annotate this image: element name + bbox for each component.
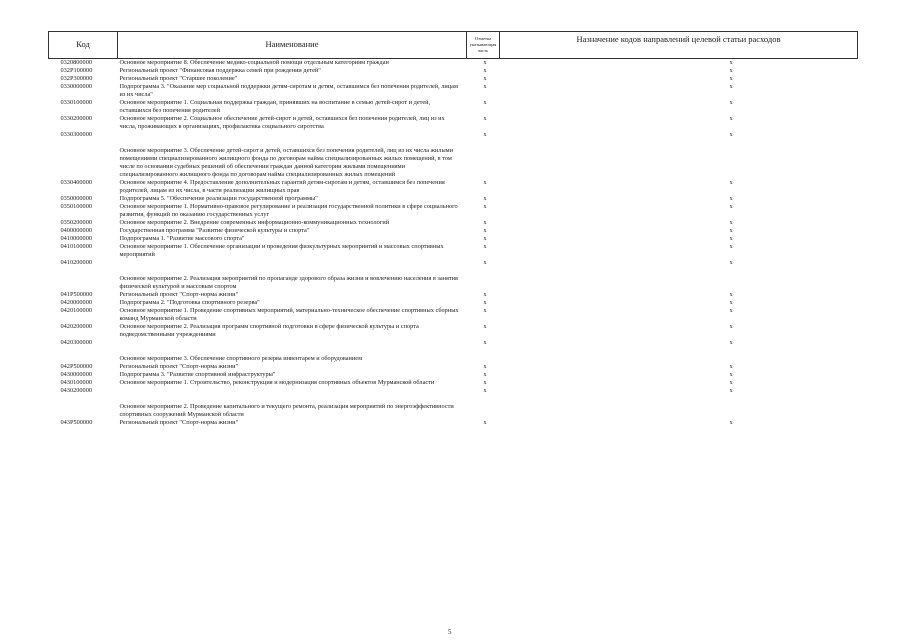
code-cell: 0430100000: [60, 379, 92, 386]
table-row: [49, 179, 858, 195]
table-row: [49, 379, 858, 387]
table-row: [49, 83, 858, 99]
purpose-cell: x: [729, 131, 733, 138]
mark-cell: [467, 403, 500, 419]
table-row: [49, 99, 858, 115]
mark-cell: x: [483, 419, 487, 426]
purpose-cell: x: [729, 203, 733, 210]
purpose-cell: x: [729, 75, 733, 82]
page-number: 5: [448, 628, 452, 636]
code-cell: 032P100000: [60, 67, 93, 74]
code-cell: 032P300000: [60, 75, 93, 82]
purpose-cell: x: [729, 243, 733, 250]
mark-cell: [467, 355, 500, 363]
code-cell: 0430000000: [60, 371, 92, 378]
code-cell: 0320800000: [60, 59, 92, 66]
table-row: [49, 147, 858, 179]
purpose-cell: x: [729, 179, 733, 186]
purpose-cell: x: [729, 259, 733, 266]
mark-cell: x: [483, 179, 487, 186]
table-body: [49, 59, 858, 428]
name-cell: [118, 339, 467, 355]
code-cell: [49, 147, 118, 179]
purpose-cell: x: [729, 339, 733, 346]
purpose-cell: [500, 403, 858, 419]
code-cell: 0410000000: [60, 235, 92, 242]
table-row: [49, 363, 858, 371]
mark-cell: x: [483, 131, 487, 138]
name-cell: Региональный проект "Старшее поколение": [119, 75, 238, 82]
name-cell: Основное мероприятие 1. Социальная поддержка граждан, принявших на воспитание в семью детей-сирот и детей, оставшихся без попечения родителей: [119, 99, 431, 114]
mark-cell: x: [483, 83, 487, 90]
code-cell: 042P500000: [60, 363, 93, 370]
mark-cell: x: [483, 75, 487, 82]
table-row: [49, 59, 858, 68]
table-row: [49, 259, 858, 275]
mark-cell: x: [483, 227, 487, 234]
code-column-header: Код: [49, 32, 118, 59]
name-cell: Региональный проект "Спорт-норма жизни": [119, 291, 239, 298]
mark-cell: x: [483, 203, 487, 210]
purpose-cell: x: [729, 235, 733, 242]
name-cell: [118, 387, 467, 403]
purpose-column-header: Назначение кодов направлений целевой статьи расходов: [500, 32, 858, 59]
table-row: [49, 299, 858, 307]
name-cell: Основное мероприятие 2. Реализация мероприятий по пропаганде здорового образа жизни и вовлечению населения в занятия физической культурой и массовым спортом: [119, 275, 458, 290]
mark-cell: x: [483, 115, 487, 122]
name-cell: Основное мероприятие 2. Внедрение современных информационно-коммуникационных технологий: [119, 219, 390, 226]
mark-cell: x: [483, 339, 487, 346]
mark-cell: x: [483, 291, 487, 298]
table-row: [49, 307, 858, 323]
code-cell: 043P500000: [60, 419, 93, 426]
code-cell: 0420000000: [60, 299, 92, 306]
mark-cell: x: [483, 371, 487, 378]
name-cell: Основное мероприятие 3. Обеспечение детей-сирот и детей, оставшихся без попечения родителей, лиц из их числа жилыми помещениями специализированного жилищного фонда по договорам найма специализированных жилых помещений, в том числе по основании судебных решений об обеспечении граждан данной категории жилыми помещениями специализированного жилищного фонда по договорам найма специализированных жилых помещений: [119, 147, 454, 178]
table-row: [49, 243, 858, 259]
mark-cell: x: [483, 259, 487, 266]
mark-cell: x: [483, 379, 487, 386]
mark-cell: x: [483, 307, 487, 314]
purpose-cell: x: [729, 419, 733, 426]
code-cell: 0430200000: [60, 387, 92, 394]
table-row: [49, 115, 858, 131]
purpose-cell: x: [729, 379, 733, 386]
name-cell: Основное мероприятие 8. Обеспечение медико-социальной помощи отдельным категориям граждан: [119, 59, 389, 66]
table-row: [49, 371, 858, 379]
code-cell: 0330000000: [60, 83, 92, 90]
mark-cell: x: [483, 363, 487, 370]
mark-cell: x: [483, 67, 487, 74]
name-cell: Подпрограмма 5. "Обеспечение реализации государственной программы": [119, 195, 318, 202]
mark-cell: [467, 275, 500, 291]
code-cell: [49, 355, 118, 363]
table-row: [49, 131, 858, 147]
table-row: [49, 67, 858, 75]
name-cell: Основное мероприятие 1. Нормативно-правовое регулирование и реализация государственной политики в сфере социального развития, функций по оказанию государственных услуг: [119, 203, 458, 218]
code-cell: 0410100000: [60, 243, 92, 250]
code-cell: 0330100000: [60, 99, 92, 106]
table-row: [49, 275, 858, 291]
name-cell: [118, 131, 467, 147]
purpose-cell: x: [729, 371, 733, 378]
purpose-cell: [500, 147, 858, 179]
name-cell: Основное мероприятие 2. Реализация программ спортивной подготовки в сфере физической культуры и спорта подведомственными учреждениями: [119, 323, 419, 338]
purpose-cell: x: [729, 67, 733, 74]
table-row: [49, 403, 858, 419]
table-row: [49, 291, 858, 299]
code-cell: [49, 275, 118, 291]
table-row: [49, 203, 858, 219]
purpose-cell: x: [729, 387, 733, 394]
code-cell: 0410200000: [60, 259, 92, 266]
name-cell: Основное мероприятие 4. Предоставление дополнительных гарантий детям-сиротам и детям, оставшимся без попечения родителей, лицам из их числа, в части реализации жилищных прав: [119, 179, 445, 194]
mark-cell: x: [483, 59, 487, 66]
purpose-cell: x: [729, 219, 733, 226]
table-row: [49, 387, 858, 403]
purpose-cell: [500, 275, 858, 291]
mark-cell: x: [483, 235, 487, 242]
table-row: [49, 195, 858, 203]
purpose-cell: x: [729, 59, 733, 66]
purpose-cell: x: [729, 99, 733, 106]
mark-column-header: Отметка указывающая часть: [467, 32, 500, 59]
code-cell: 0330300000: [60, 131, 92, 138]
code-cell: 0420100000: [60, 307, 92, 314]
purpose-cell: x: [729, 195, 733, 202]
name-cell: Подпрограмма 1. "Развитие массового спорта": [119, 235, 245, 242]
mark-cell: x: [483, 299, 487, 306]
name-cell: Подпрограмма 3. "Развитие спортивной инфраструктуры": [119, 371, 276, 378]
mark-cell: x: [483, 243, 487, 250]
code-cell: 0350200000: [60, 219, 92, 226]
name-cell: Подпрограмма 3. "Оказание мер социальной поддержки детям-сиротам и детям, оставшимся без попечения родителей, лицам из их числа": [119, 83, 458, 98]
table-header-row: [49, 32, 858, 59]
name-cell: Государственная программа "Развитие физической культуры и спорта": [119, 227, 310, 234]
mark-cell: x: [483, 323, 487, 330]
name-column-header: Наименование: [118, 32, 467, 59]
purpose-cell: x: [729, 307, 733, 314]
name-cell: Основное мероприятие 1. Строительство, реконструкция и модернизация спортивных объектов Мурманской области: [119, 379, 435, 386]
code-cell: 0400000000: [60, 227, 92, 234]
mark-cell: x: [483, 195, 487, 202]
table-row: [49, 219, 858, 227]
purpose-cell: x: [729, 323, 733, 330]
table-row: [49, 419, 858, 427]
table-row: [49, 339, 858, 355]
mark-cell: x: [483, 387, 487, 394]
table-row: [49, 355, 858, 363]
table-row: [49, 323, 858, 339]
name-cell: [118, 259, 467, 275]
purpose-cell: x: [729, 227, 733, 234]
purpose-cell: x: [729, 83, 733, 90]
purpose-cell: x: [729, 115, 733, 122]
purpose-cell: x: [729, 291, 733, 298]
code-cell: 0420200000: [60, 323, 92, 330]
purpose-cell: [500, 355, 858, 363]
table-row: [49, 227, 858, 235]
mark-cell: x: [483, 219, 487, 226]
name-cell: Региональный проект "Спорт-норма жизни": [119, 419, 239, 426]
code-cell: 0350000000: [60, 195, 92, 202]
name-cell: Основное мероприятие 1. Обеспечение организации и проведения физкультурных мероприятий и массовых спортивных мероприятий: [119, 243, 444, 258]
purpose-cell: x: [729, 363, 733, 370]
name-cell: Основное мероприятие 1. Проведение спортивных мероприятий, материально-техническое обеспечение спортивных сборных команд Мурманской области: [119, 307, 459, 322]
mark-cell: x: [483, 99, 487, 106]
code-cell: 041P500000: [60, 291, 93, 298]
name-cell: Региональный проект "Финансовая поддержка семей при рождении детей": [119, 67, 321, 74]
code-cell: 0350100000: [60, 203, 92, 210]
table-row: [49, 235, 858, 243]
code-cell: 0330200000: [60, 115, 92, 122]
code-cell: 0420300000: [60, 339, 92, 346]
code-cell: [49, 403, 118, 419]
name-cell: Подпрограмма 2. "Подготовка спортивного резерва": [119, 299, 260, 306]
table-row: [49, 75, 858, 83]
name-cell: Основное мероприятие 2. Социальное обеспечение детей-сирот и детей, оставшихся без попечения родителей, лиц из их числа, проживающих в организациях, профилактика социального сиротства: [119, 115, 445, 130]
name-cell: Основное мероприятие 3. Обеспечение спортивного резерва инвентарем и оборудованием: [119, 355, 363, 362]
name-cell: Основное мероприятие 2. Проведение капитального и текущего ремонта, реализация мероприятий по энергоэффективности спортивных сооружений Мурманской области: [119, 403, 454, 418]
name-cell: Региональный проект "Спорт-норма жизни": [119, 363, 239, 370]
budget-codes-table: [48, 31, 858, 427]
mark-cell: [467, 147, 500, 179]
purpose-cell: x: [729, 299, 733, 306]
code-cell: 0330400000: [60, 179, 92, 186]
